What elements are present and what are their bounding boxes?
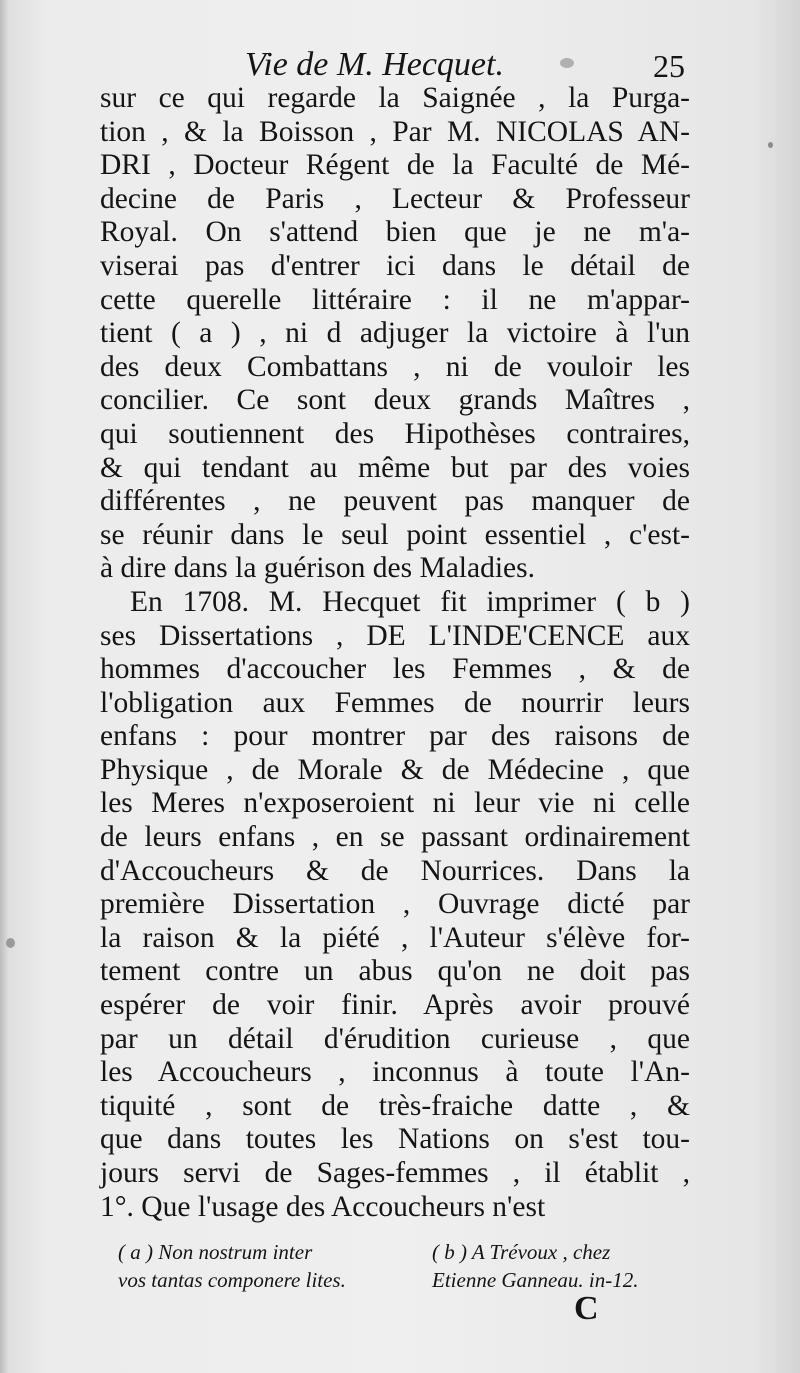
text-line: & qui tendant au même but par des voies	[100, 451, 690, 484]
text-line: les Accoucheurs , inconnus à toute l'An-	[100, 1056, 690, 1089]
text-line: DRI , Docteur Régent de la Faculté de Mé-	[100, 149, 690, 182]
footnote-b-line-2: Etienne Ganneau. in-12.	[432, 1268, 639, 1292]
text-line: 1°. Que l'usage des Accoucheurs n'est	[100, 1190, 546, 1223]
text-line: viserai pas d'entrer ici dans le détail de	[100, 249, 690, 282]
text-line: tient ( a ) , ni d adjuger la victoire à l'un	[100, 317, 690, 350]
text-line: Royal. On s'attend bien que je ne m'a-	[100, 216, 690, 249]
text-line: concilier. Ce sont deux grands Maîtres ,	[100, 384, 690, 417]
text-line: de leurs enfans , en se passant ordinairement	[100, 821, 690, 854]
text-line: des deux Combattans , ni de vouloir les	[100, 350, 690, 383]
text-line: decine de Paris , Lecteur & Professeur	[100, 182, 690, 215]
text-line: que dans toutes les Nations on s'est tou-	[100, 1123, 690, 1156]
ink-speck	[6, 938, 15, 948]
footnote-b	[432, 1238, 638, 1294]
footnote-a-line-2: vos tantas componere lites.	[118, 1268, 346, 1292]
text-line: hommes d'accoucher les Femmes , & de	[100, 653, 690, 686]
text-line: se réunir dans le seul point essentiel , c'est-	[100, 518, 690, 551]
text-line: Physique , de Morale & de Médecine , que	[100, 753, 690, 786]
text-line: jours servi de Sages-femmes , il établit ,	[100, 1157, 690, 1189]
footnote-a-line-1: ( a ) Non nostrum inter	[118, 1240, 313, 1264]
ink-speck	[768, 142, 773, 148]
text-line: ses Dissertations , DE L'INDE'CENCE aux	[100, 619, 690, 652]
text-line: l'obligation aux Femmes de nourrir leurs	[100, 686, 690, 719]
footnote-a	[118, 1238, 346, 1294]
text-line: d'Accoucheurs & de Nourrices. Dans la	[100, 854, 690, 887]
page-gutter-shadow	[0, 0, 10, 1373]
text-line: première Dissertation , Ouvrage dicté par	[100, 888, 690, 921]
text-line: tement contre un abus qu'on ne doit pas	[100, 955, 690, 988]
text-line: à dire dans la guérison des Maladies.	[100, 552, 535, 585]
running-head: Vie de M. Hecquet.	[245, 46, 504, 83]
text-line: par un détail d'érudition curieuse , que	[100, 1022, 690, 1055]
page-number: 25	[653, 48, 685, 84]
text-line: la raison & la piété , l'Auteur s'élève for-	[100, 921, 690, 954]
footnote-b-line-1: ( b ) A Trévoux , chez	[432, 1240, 611, 1264]
text-line: cette querelle littéraire : il ne m'appar-	[100, 283, 690, 316]
text-line: tion , & la Boisson , Par M. NICOLAS AN-	[100, 115, 690, 148]
text-line: différentes , ne peuvent pas manquer de	[100, 485, 690, 518]
text-line: En 1708. M. Hecquet fit imprimer ( b )	[130, 585, 690, 618]
text-line: tiquité , sont de très-fraiche datte , &	[100, 1089, 690, 1122]
text-line: espérer de voir finir. Après avoir prouvé	[100, 989, 690, 1022]
body-text	[100, 82, 690, 1224]
text-line: qui soutiennent des Hipothèses contraires,	[100, 417, 690, 450]
signature-mark: C	[574, 1290, 599, 1327]
text-line: sur ce qui regarde la Saignée , la Purga-	[100, 82, 690, 114]
text-line: enfans : pour montrer par des raisons de	[100, 720, 690, 753]
text-line: les Meres n'exposeroient ni leur vie ni celle	[100, 787, 690, 820]
